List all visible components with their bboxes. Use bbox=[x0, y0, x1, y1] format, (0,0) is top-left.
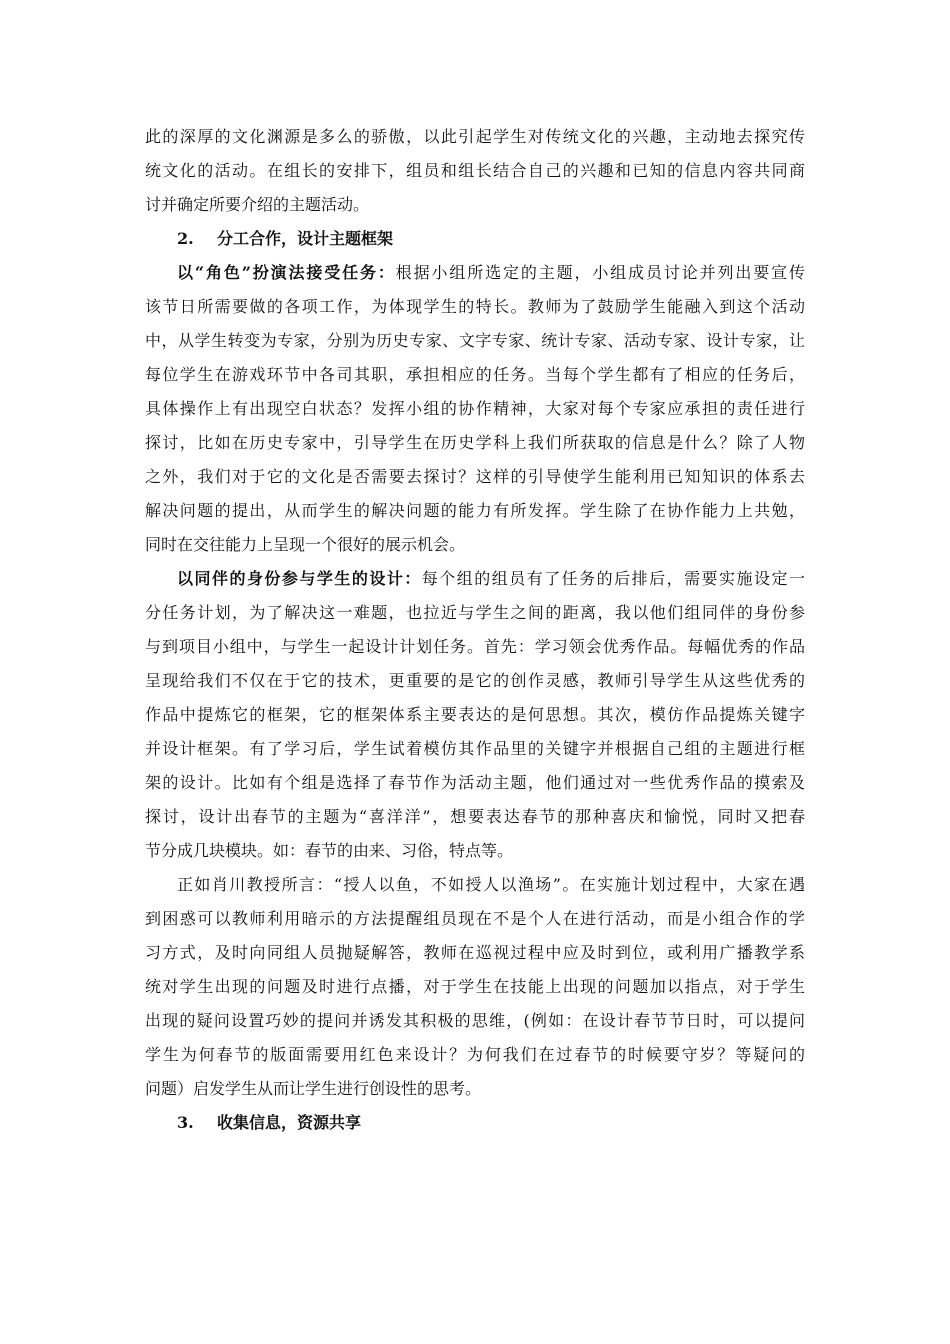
text-line: 正如肖川教授所言：“授人以鱼，不如授人以渔场”。在实施计划过程中，大家在遇 bbox=[177, 875, 805, 894]
text-line: 中，从学生转变为专家，分别为历史专家、文字专家、统计专家、活动专家、设计专家，让 bbox=[145, 331, 805, 350]
paragraph-peer-design bbox=[145, 562, 805, 868]
paragraph-role-play bbox=[145, 256, 805, 562]
text-line: 习方式，及时向同组人员抛疑解答，教师在巡视过程中应及时到位，或利用广播教学系 bbox=[145, 943, 805, 962]
text-line: 探讨，设计出春节的主题为“喜洋洋”，想要表达春节的那种喜庆和愉悦，同时又把春 bbox=[145, 807, 805, 826]
section-number: 2. bbox=[177, 229, 194, 248]
paragraph-intro bbox=[145, 120, 805, 222]
text-line: 统对学生出现的问题及时进行点播，对于学生在技能上出现的问题加以指点，对于学生 bbox=[145, 977, 805, 996]
section-heading-2 bbox=[145, 222, 805, 256]
text-line bbox=[145, 562, 805, 596]
text-line: 解决问题的提出，从而学生的解决问题的能力有所发挥。学生除了在协作能力上共勉， bbox=[145, 501, 805, 520]
text-line: 该节日所需要做的各项工作，为体现学生的特长。教师为了鼓励学生能融入到这个活动 bbox=[145, 297, 805, 316]
text-line: 此的深厚的文化渊源是多么的骄傲，以此引起学生对传统文化的兴趣，主动地去探究传 bbox=[145, 127, 805, 146]
text-line: 每位学生在游戏环节中各司其职，承担相应的任务。当每个学生都有了相应的任务后， bbox=[145, 365, 805, 384]
text-line: 讨并确定所要介绍的主题活动。 bbox=[145, 195, 370, 214]
section-heading-3 bbox=[145, 1106, 805, 1140]
text-run: 每个组的组员有了任务的后排后，需要实施设定一 bbox=[421, 569, 805, 588]
text-line: 之外，我们对于它的文化是否需要去探讨？这样的引导使学生能利用已知知识的体系去 bbox=[145, 467, 805, 486]
bold-lead: 以同伴的身份参与学生的设计： bbox=[177, 569, 422, 588]
section-title: 分工合作，设计主题框架 bbox=[217, 229, 394, 248]
section-title: 收集信息，资源共享 bbox=[217, 1113, 362, 1132]
text-line: 同时在交往能力上呈现一个很好的展示机会。 bbox=[145, 535, 466, 554]
text-line: 学生为何春节的版面需要用红色来设计？为何我们在过春节的时候要守岁？等疑问的 bbox=[145, 1045, 805, 1064]
text-line: 节分成几块模块。如：春节的由来、习俗，特点等。 bbox=[145, 841, 514, 860]
text-line: 呈现给我们不仅在于它的技术，更重要的是它的创作灵感，教师引导学生从这些优秀的 bbox=[145, 671, 805, 690]
text-line: 到困惑可以教师利用暗示的方法提醒组员现在不是个人在进行活动，而是小组合作的学 bbox=[145, 909, 805, 928]
text-line: 架的设计。比如有个组是选择了春节作为活动主题，他们通过对一些优秀作品的摸索及 bbox=[145, 773, 805, 792]
text-line: 具体操作上有出现空白状态？发挥小组的协作精神，大家对每个专家应承担的责任进行 bbox=[145, 399, 805, 418]
text-run: 根据小组所选定的主题，小组成员讨论并列出要宣传 bbox=[395, 263, 805, 282]
text-line: 与到项目小组中，与学生一起设计计划任务。首先：学习领会优秀作品。每幅优秀的作品 bbox=[145, 637, 805, 656]
text-line: 并设计框架。有了学习后，学生试着模仿其作品里的关键字并根据自己组的主题进行框 bbox=[145, 739, 805, 758]
text-line: 出现的疑问设置巧妙的提问并诱发其积极的思维，(例如：在设计春节节日时，可以提问 bbox=[145, 1011, 805, 1030]
document-page bbox=[145, 120, 805, 1140]
text-line: 问题）启发学生从而让学生进行创设性的思考。 bbox=[145, 1079, 482, 1098]
paragraph-quote bbox=[145, 868, 805, 1106]
section-number: 3. bbox=[177, 1113, 194, 1132]
text-line: 探讨，比如在历史专家中，引导学生在历史学科上我们所获取的信息是什么？除了人物 bbox=[145, 433, 805, 452]
text-line: 统文化的活动。在组长的安排下，组员和组长结合自己的兴趣和已知的信息内容共同商 bbox=[145, 161, 805, 180]
bold-lead: 以“角色”扮演法接受任务： bbox=[177, 263, 396, 282]
text-line: 作品中提炼它的框架，它的框架体系主要表达的是何思想。其次，模仿作品提炼关键字 bbox=[145, 705, 805, 724]
text-line: 分任务计划，为了解决这一难题，也拉近与学生之间的距离，我以他们组同伴的身份参 bbox=[145, 603, 805, 622]
text-line bbox=[145, 256, 805, 290]
